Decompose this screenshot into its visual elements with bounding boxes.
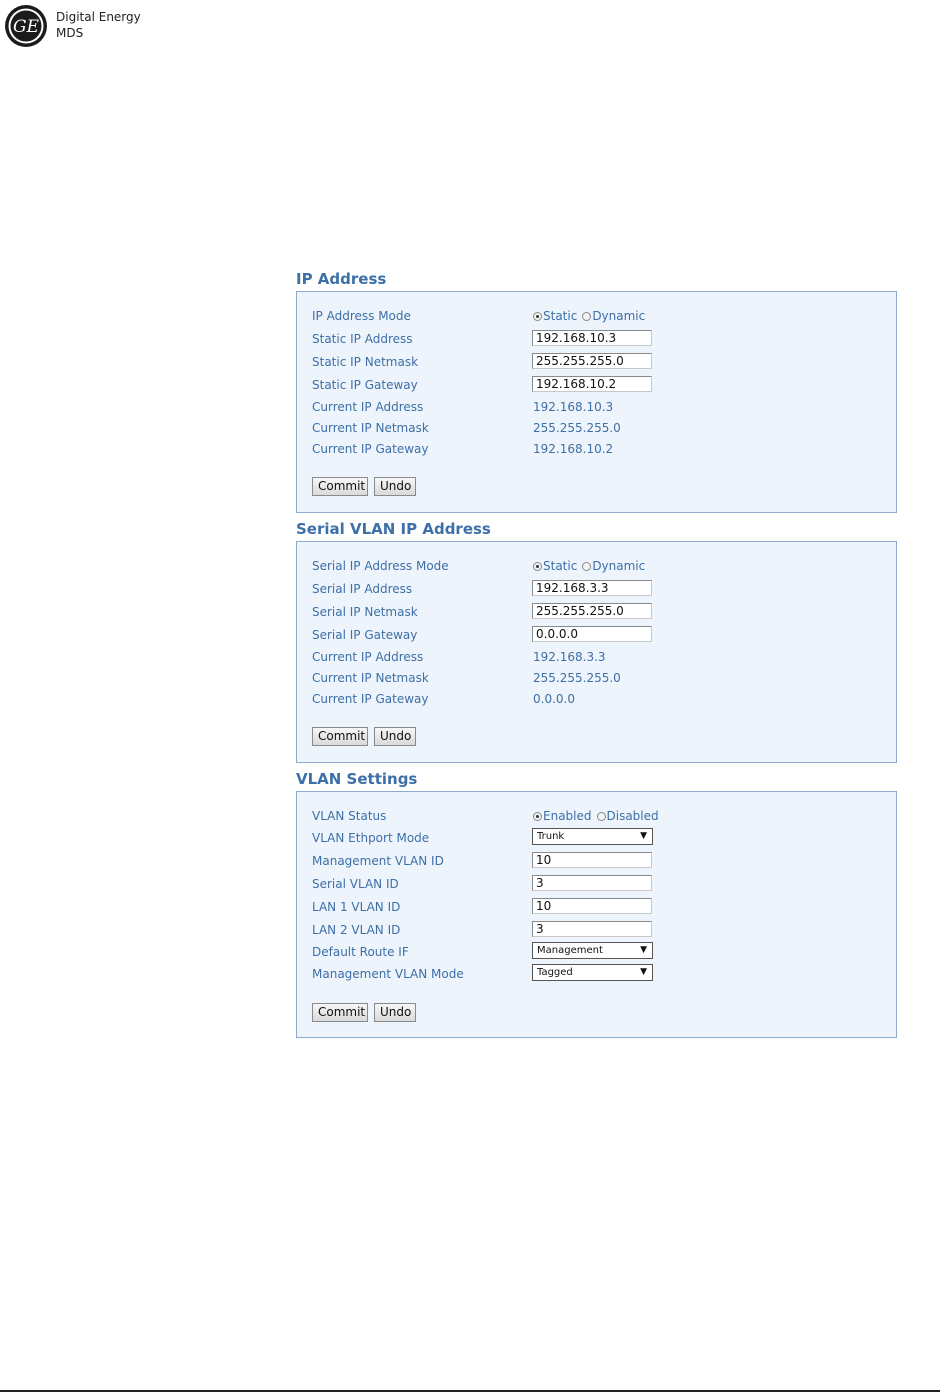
static-netmask-row	[312, 352, 882, 372]
static-ip-label: Static IP Address	[312, 332, 413, 346]
static-ip-row	[312, 329, 882, 349]
section-title-ip-address: IP Address	[296, 270, 387, 288]
dropdown-arrow-icon: ▼	[640, 831, 647, 841]
lan2-vlan-label: LAN 2 VLAN ID	[312, 923, 401, 937]
serial-netmask-input[interactable]: 255.255.255.0	[532, 603, 652, 619]
serial-vlan-id-row	[312, 874, 882, 894]
serial-current-ip-value: 192.168.3.3	[533, 650, 606, 664]
vlan-settings-panel	[296, 791, 897, 1038]
serial-ip-label: Serial IP Address	[312, 582, 413, 596]
serial-vlan-commit-button[interactable]: Commit	[312, 727, 368, 746]
current-netmask-value: 255.255.255.0	[533, 421, 621, 435]
ip-mode-static-label: Static	[543, 309, 578, 323]
vlan-status-radios	[533, 809, 664, 823]
default-route-select[interactable]	[532, 942, 653, 959]
lan2-vlan-row	[312, 920, 882, 940]
lan1-vlan-row	[312, 897, 882, 917]
page-bottom-rule	[0, 1390, 940, 1392]
serial-netmask-label: Serial IP Netmask	[312, 605, 418, 619]
ip-address-undo-button[interactable]: Undo	[374, 477, 416, 496]
static-netmask-input[interactable]: 255.255.255.0	[532, 353, 652, 369]
ip-address-panel	[296, 291, 897, 513]
ip-address-actions	[312, 477, 882, 497]
vlan-status-enabled-radio[interactable]	[533, 812, 542, 821]
current-ip-value: 192.168.10.3	[533, 400, 614, 414]
current-gateway-label: Current IP Gateway	[312, 442, 429, 456]
ip-mode-label: IP Address Mode	[312, 309, 411, 323]
dropdown-arrow-icon: ▼	[640, 967, 647, 977]
section-title-vlan-settings: VLAN Settings	[296, 770, 418, 788]
vlan-ethport-label: VLAN Ethport Mode	[312, 831, 430, 845]
lan1-vlan-label: LAN 1 VLAN ID	[312, 900, 401, 914]
serial-mode-dynamic-radio[interactable]	[582, 562, 591, 571]
serial-mode-row	[312, 556, 882, 576]
static-gateway-input[interactable]: 192.168.10.2	[532, 376, 652, 392]
serial-mode-static-radio[interactable]	[533, 562, 542, 571]
vlan-ethport-select[interactable]	[532, 828, 653, 845]
serial-current-netmask-label: Current IP Netmask	[312, 671, 429, 685]
serial-current-gateway-label: Current IP Gateway	[312, 692, 429, 706]
ip-mode-row	[312, 306, 882, 326]
current-netmask-row	[312, 418, 882, 438]
vlan-status-row	[312, 806, 882, 826]
lan1-vlan-input[interactable]: 10	[532, 898, 652, 914]
serial-current-ip-row	[312, 647, 882, 667]
serial-current-netmask-value: 255.255.255.0	[533, 671, 621, 685]
serial-vlan-panel	[296, 541, 897, 763]
serial-current-gateway-value: 0.0.0.0	[533, 692, 575, 706]
current-ip-label: Current IP Address	[312, 400, 424, 414]
static-netmask-label: Static IP Netmask	[312, 355, 419, 369]
ip-mode-dynamic-radio[interactable]	[582, 312, 591, 321]
vlan-status-enabled-label: Enabled	[543, 809, 592, 823]
serial-ip-input[interactable]: 192.168.3.3	[532, 580, 652, 596]
serial-mode-label: Serial IP Address Mode	[312, 559, 449, 573]
current-netmask-label: Current IP Netmask	[312, 421, 429, 435]
default-route-value: Management	[537, 945, 603, 956]
vlan-status-disabled-label: Disabled	[606, 809, 659, 823]
serial-mode-radios	[533, 559, 650, 573]
dropdown-arrow-icon: ▼	[640, 945, 647, 955]
serial-current-gateway-row	[312, 689, 882, 709]
vlan-settings-actions	[312, 1003, 882, 1023]
mgmt-mode-label: Management VLAN Mode	[312, 967, 464, 981]
vlan-ethport-value: Trunk	[537, 831, 565, 842]
svg-text:GE: GE	[13, 17, 39, 37]
vlan-status-label: VLAN Status	[312, 809, 387, 823]
static-gateway-row	[312, 375, 882, 395]
static-ip-input[interactable]: 192.168.10.3	[532, 330, 652, 346]
current-gateway-row	[312, 439, 882, 459]
serial-gateway-row	[312, 625, 882, 645]
ip-mode-static-radio[interactable]	[533, 312, 542, 321]
default-route-row	[312, 942, 882, 962]
company-name: Digital Energy	[56, 10, 141, 24]
serial-vlan-id-label: Serial VLAN ID	[312, 877, 399, 891]
mgmt-mode-select[interactable]	[532, 964, 653, 981]
mgmt-vlan-row	[312, 851, 882, 871]
mgmt-vlan-input[interactable]: 10	[532, 852, 652, 868]
vlan-settings-commit-button[interactable]: Commit	[312, 1003, 368, 1022]
ip-mode-dynamic-label: Dynamic	[592, 309, 646, 323]
mgmt-vlan-label: Management VLAN ID	[312, 854, 444, 868]
lan2-vlan-input[interactable]: 3	[532, 921, 652, 937]
serial-vlan-actions	[312, 727, 882, 747]
ip-mode-radios	[533, 309, 650, 323]
serial-mode-static-label: Static	[543, 559, 578, 573]
static-gateway-label: Static IP Gateway	[312, 378, 418, 392]
mgmt-mode-value: Tagged	[537, 967, 573, 978]
vlan-status-disabled-radio[interactable]	[597, 812, 606, 821]
serial-current-netmask-row	[312, 668, 882, 688]
section-title-serial-vlan: Serial VLAN IP Address	[296, 520, 491, 538]
current-gateway-value: 192.168.10.2	[533, 442, 614, 456]
serial-mode-dynamic-label: Dynamic	[592, 559, 646, 573]
product-name: MDS	[56, 26, 84, 40]
vlan-settings-undo-button[interactable]: Undo	[374, 1003, 416, 1022]
serial-ip-row	[312, 579, 882, 599]
serial-vlan-undo-button[interactable]: Undo	[374, 727, 416, 746]
serial-current-ip-label: Current IP Address	[312, 650, 424, 664]
vlan-ethport-row	[312, 828, 882, 848]
current-ip-row	[312, 397, 882, 417]
ge-logo-icon	[4, 4, 48, 48]
serial-gateway-label: Serial IP Gateway	[312, 628, 418, 642]
brand-text	[56, 9, 141, 41]
serial-gateway-input[interactable]: 0.0.0.0	[532, 626, 652, 642]
ip-address-commit-button[interactable]: Commit	[312, 477, 368, 496]
mgmt-mode-row	[312, 964, 882, 984]
serial-netmask-row	[312, 602, 882, 622]
default-route-label: Default Route IF	[312, 945, 409, 959]
serial-vlan-id-input[interactable]: 3	[532, 875, 652, 891]
